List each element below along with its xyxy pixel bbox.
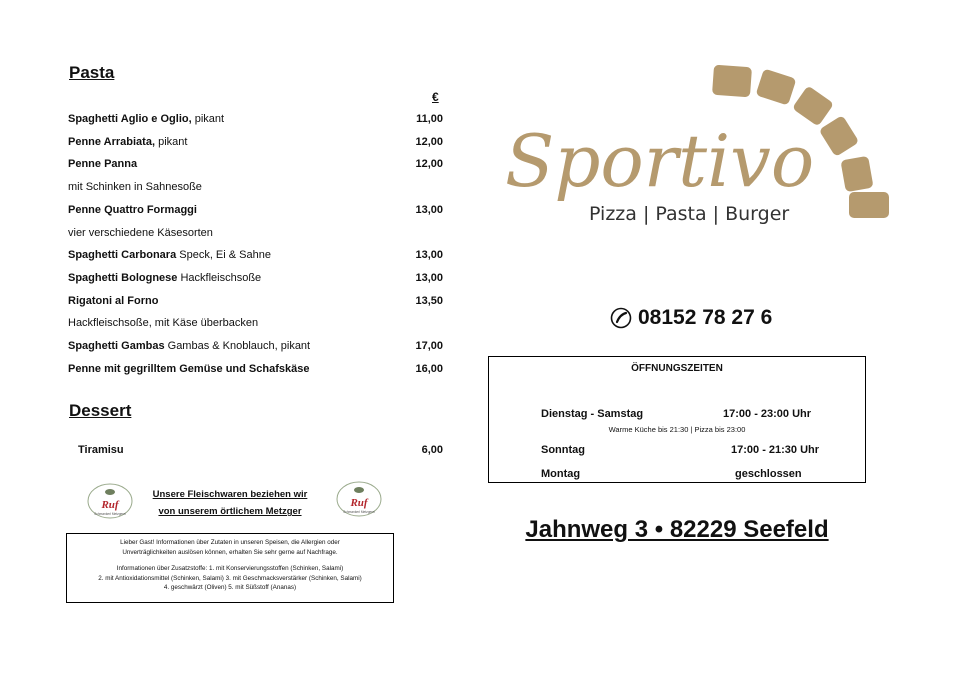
butcher-line-2: von unserem örtlichem Metzger: [158, 506, 302, 517]
menu-item-title: Penne Arrabiata,: [68, 135, 156, 148]
menu-item-name: [68, 136, 187, 148]
menu-item-detail: pikant: [191, 113, 225, 125]
pasta-title: Pasta: [69, 63, 115, 82]
menu-item-name: [68, 249, 271, 261]
menu-item-title: Spaghetti Bolognese: [68, 271, 178, 284]
butcher-info: [140, 486, 320, 520]
menu-item: [68, 292, 443, 310]
hours-time-monday: geschlossen: [735, 468, 802, 480]
hours-day-sunday: Sonntag: [541, 444, 585, 456]
menu-item-description: [68, 178, 443, 196]
phone-number: 08152 78 27 6: [638, 306, 773, 329]
menu-item-price: 12,00: [415, 158, 443, 171]
menu-item-price: 13,00: [415, 271, 443, 284]
menu-item-name: [68, 340, 310, 352]
notice-line-4: 2. mit Antioxidationsmittel (Schinken, Salami) 3. mit Geschmacksverstärker (Schinken, Salami): [98, 575, 362, 582]
ruf-logo-sub-left: Schmankerl Metzgerei: [94, 512, 126, 516]
currency-label: €: [432, 90, 439, 104]
ruf-butcher-logo-right: [336, 480, 382, 518]
menu-item: [68, 246, 443, 264]
hours-kitchen-note: Warme Küche bis 21:30 | Pizza bis 23:00: [608, 425, 746, 434]
hours-time-tue-sat: 17:00 - 23:00 Uhr: [723, 408, 812, 420]
hours-day-tue-sat: Dienstag - Samstag: [541, 408, 644, 420]
menu-item-name: [68, 227, 213, 239]
menu-item-title: Spaghetti Gambas: [68, 340, 165, 352]
brand-tagline: Pizza | Pasta | Burger: [589, 203, 790, 225]
notice-line-5: 4. geschwärzt (Oliven) 5. mit Süßstoff (Ananas): [163, 584, 297, 591]
dessert-price: 6,00: [421, 444, 443, 456]
menu-item-title: Penne Quattro Formaggi: [68, 203, 197, 216]
menu-item-price: 17,00: [415, 340, 443, 352]
ruf-logo-text-right: Ruf: [350, 497, 368, 509]
menu-item-name: [68, 363, 309, 375]
menu-item-detail: vier verschiedene Käsesorten: [68, 226, 213, 239]
menu-item-price: 12,00: [415, 135, 443, 148]
menu-item-name: [68, 113, 224, 125]
menu-item-detail: Hackfleischsoße, mit Käse überbacken: [68, 317, 259, 330]
notice-line-1: Lieber Gast! Informationen über Zutaten in unseren Speisen, die Allergien oder: [120, 539, 340, 546]
menu-item-price: 13,00: [415, 203, 443, 216]
menu-item-price: 13,00: [415, 249, 443, 262]
menu-item-description: [68, 314, 443, 332]
menu-item-detail: pikant: [155, 135, 188, 148]
menu-item-detail: Gambas & Knoblauch, pikant: [164, 340, 311, 352]
menu-item: [68, 269, 443, 287]
menu-item: [68, 337, 443, 355]
menu-item-description: [68, 224, 443, 242]
menu-item-name: [68, 272, 261, 284]
address: Jahnweg 3 • 82229 Seefeld: [525, 516, 829, 543]
menu-item-price: 13,50: [415, 294, 443, 307]
menu-item: [68, 133, 443, 151]
hours-time-sunday: 17:00 - 21:30 Uhr: [731, 444, 820, 456]
menu-item-price: 11,00: [416, 113, 443, 125]
menu-item-detail: mit Schinken in Sahnesoße: [68, 181, 202, 194]
menu-item-detail: Speck, Ei & Sahne: [176, 249, 271, 262]
butcher-line-1: Unsere Fleischwaren beziehen wir: [152, 489, 308, 500]
hours-day-monday: Montag: [541, 468, 581, 480]
menu-item-name: [68, 181, 202, 193]
menu-item-detail: Hackfleischsoße: [177, 271, 262, 284]
menu-item-tiramisu: [78, 441, 443, 459]
dessert-title: Dessert: [69, 401, 132, 420]
notice-line-3: Informationen über Zusatzstoffe: 1. mit Konservierungsstoffen (Schinken, Salami): [116, 565, 344, 572]
menu-item-name: [68, 295, 158, 307]
menu-item-title: Penne Panna: [68, 158, 138, 171]
ruf-butcher-logo-left: [87, 482, 133, 520]
menu-item-title: Rigatoni al Forno: [68, 294, 159, 307]
opening-hours-box: [488, 356, 866, 483]
menu-item: [68, 110, 443, 128]
menu-item: [68, 360, 443, 378]
menu-item-title: Spaghetti Carbonara: [68, 249, 177, 262]
brand-name: Sportivo: [505, 119, 815, 203]
menu-item-title: Penne mit gegrilltem Gemüse und Schafskäse: [68, 362, 310, 375]
phone-icon: [610, 307, 632, 329]
menu-item-name: [68, 204, 197, 216]
opening-hours-title: ÖFFNUNGSZEITEN: [631, 363, 723, 374]
sportivo-logo: [485, 60, 895, 230]
menu-item: [68, 155, 443, 173]
ruf-logo-text-left: Ruf: [101, 499, 119, 511]
menu-item-name: [68, 317, 258, 329]
menu-item-title: Spaghetti Aglio e Oglio,: [68, 113, 192, 125]
menu-item-price: 16,00: [415, 362, 443, 375]
allergen-notice-box: [66, 533, 394, 603]
phone-row: [610, 306, 772, 330]
menu-item-name: [68, 158, 137, 170]
menu-item: [68, 201, 443, 219]
dessert-name: Tiramisu: [78, 444, 124, 456]
ruf-logo-sub-right: Schmankerl Metzgerei: [343, 510, 375, 514]
notice-line-2: Unverträglichkeiten auslösen können, erhalten Sie sehr gerne auf Nachfrage.: [122, 549, 338, 556]
